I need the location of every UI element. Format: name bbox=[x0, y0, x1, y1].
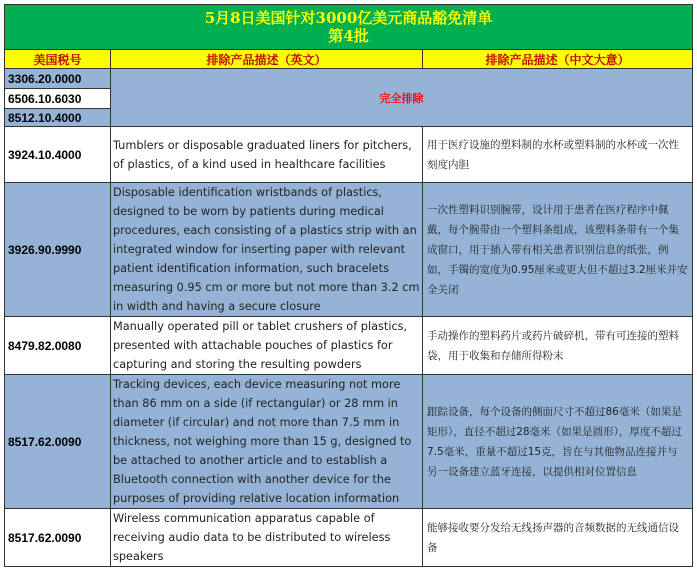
header-row bbox=[5, 50, 693, 69]
description-en: Tracking devices, each device measuring not more than 86 mm on a side (if rectangular) or 28 mm in diameter (if circular) and not more than 7.5 mm in thickness, not weighing more than 15 g, designed to be attached to another article and to establish a Bluetooth connection with another device for the purposes of providing relative location information bbox=[111, 375, 423, 509]
header-zh: 排除产品描述（中文大意） bbox=[423, 50, 693, 69]
tariff-code: 3306.20.0000 bbox=[5, 69, 111, 89]
header-code: 美国税号 bbox=[5, 50, 111, 69]
description-zh: 用于医疗设施的塑料制的水杯或塑料制的水杯或一次性刻度内胆 bbox=[423, 127, 693, 183]
table-row bbox=[5, 509, 693, 567]
sheet-title bbox=[5, 5, 693, 50]
description-zh: 手动操作的塑料药片或药片破碎机，带有可连接的塑料袋，用于收集和存储所得粉末 bbox=[423, 317, 693, 375]
full-exclusion-label: 完全排除 bbox=[111, 69, 693, 127]
tariff-code: 8517.62.0090 bbox=[5, 375, 111, 509]
tariff-code: 8479.82.0080 bbox=[5, 317, 111, 375]
table-row bbox=[5, 317, 693, 375]
table-row bbox=[5, 375, 693, 509]
title-line-2: 第4批 bbox=[328, 27, 369, 45]
tariff-code: 3924.10.4000 bbox=[5, 127, 111, 183]
tariff-code: 3926.90.9990 bbox=[5, 183, 111, 317]
table-row bbox=[5, 69, 693, 89]
description-en: Disposable identification wristbands of plastics, designed to be worn by patients during medical procedures, each consisting of a plastics strip with an integrated window for inserting paper with relevant patient identification information, such bracelets measuring 0.95 cm or more but not more than 3.2 cm in width and having a secure closure bbox=[111, 183, 423, 317]
exclusion-list-sheet bbox=[4, 4, 692, 567]
description-zh: 跟踪设备，每个设备的侧面尺寸不超过86毫米（如果是矩形），直径不超过28毫米（如果是圆形），厚度不超过7.5毫米，重量不超过15克，旨在与其他物品连接并与另一设备建立蓝牙连接，以提供相对位置信息 bbox=[423, 375, 693, 509]
header-en: 排除产品描述（英文） bbox=[111, 50, 423, 69]
table-row bbox=[5, 183, 693, 317]
tariff-code: 8517.62.0090 bbox=[5, 509, 111, 567]
title-row bbox=[5, 5, 693, 50]
description-zh: 能够接收要分发给无线扬声器的音频数据的无线通信设备 bbox=[423, 509, 693, 567]
exclusion-table bbox=[4, 4, 693, 567]
tariff-code: 6506.10.6030 bbox=[5, 89, 111, 109]
description-en: Wireless communication apparatus capable of receiving audio data to be distributed to wireless speakers bbox=[111, 509, 423, 567]
description-zh: 一次性塑料识别腕带，设计用于患者在医疗程序中佩戴，每个腕带由一个塑料条组成，该塑料条带有一个集成窗口，用于插入带有相关患者识别信息的纸张，例如，手镯的宽度为0.95厘米或更大但不超过3.2厘米并安全关闭 bbox=[423, 183, 693, 317]
description-en: Manually operated pill or tablet crushers of plastics, presented with attachable pouches of plastics for capturing and storing the resulting powders bbox=[111, 317, 423, 375]
title-line-1: 5月8日美国针对3000亿美元商品豁免清单 bbox=[204, 9, 493, 27]
table-row bbox=[5, 127, 693, 183]
tariff-code: 8512.10.4000 bbox=[5, 109, 111, 127]
description-en: Tumblers or disposable graduated liners for pitchers, of plastics, of a kind used in healthcare facilities bbox=[111, 127, 423, 183]
